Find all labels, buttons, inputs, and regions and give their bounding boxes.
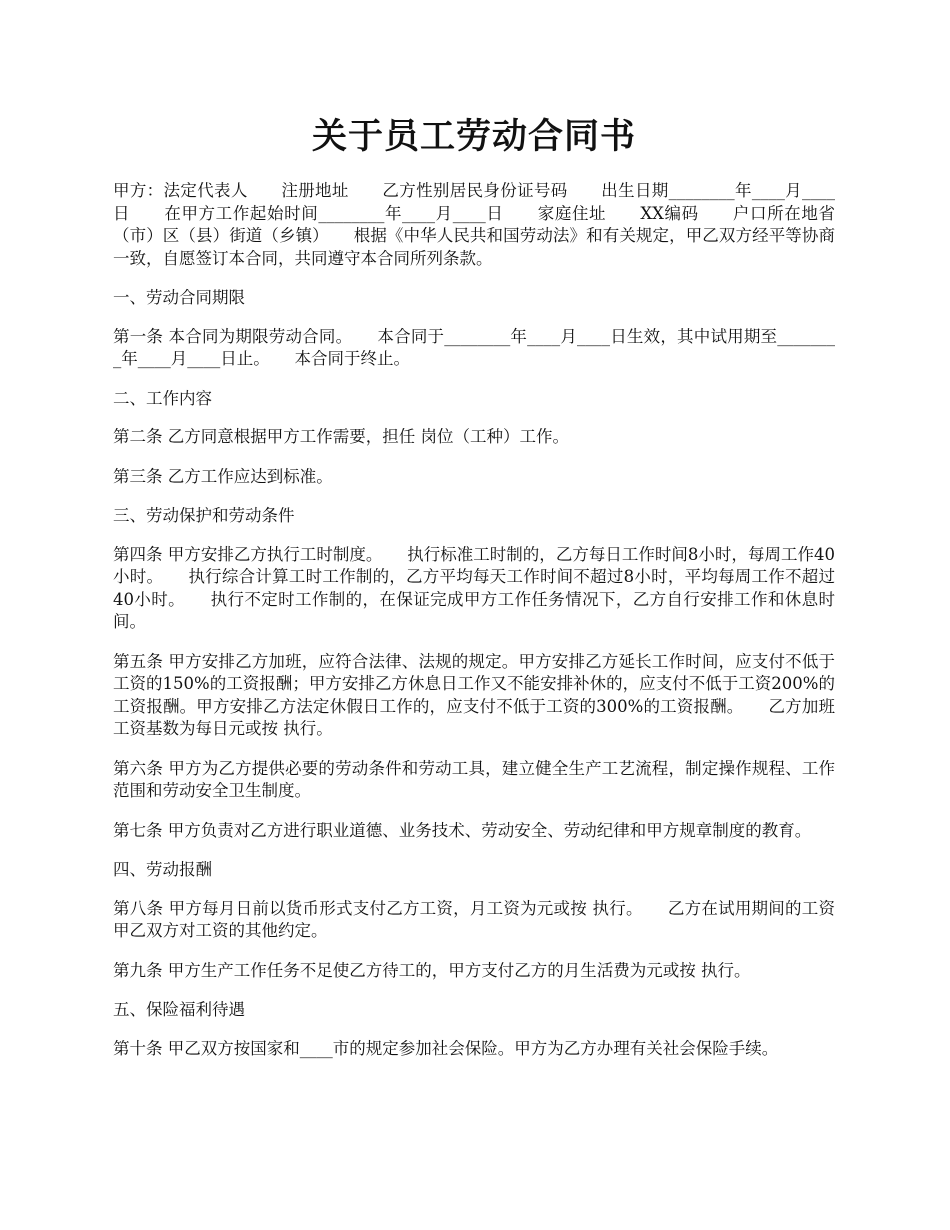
section-heading-work-content: 二、工作内容 [113, 388, 212, 408]
article-3: 第三条 乙方工作应达到标准。 [113, 466, 333, 486]
article-6: 第六条 甲方为乙方提供必要的劳动条件和劳动工具，建立健全生产工艺流程，制定操作规程、工作范围和劳动安全卫生制度。 [113, 758, 835, 800]
article-4: 第四条 甲方安排乙方执行工时制度。 执行标准工时制的，乙方每日工作时间8小时，每周工作40小时。 执行综合计算工时工作制的，乙方平均每天工作时间不超过8小时，平均每周工作不超过40小时。 执行不定时工作制的，在保证完成甲方工作任务情况下，乙方自行安排工作和休息时间。 [113, 544, 835, 631]
section-heading-term: 一、劳动合同期限 [113, 288, 245, 307]
article-8: 第八条 甲方每月日前以货币形式支付乙方工资，月工资为元或按 执行。 乙方在试用期间的工资 甲乙双方对工资的其他约定。 [113, 898, 868, 940]
article-7: 第七条 甲方负责对乙方进行职业道德、业务技术、劳动安全、劳动纪律和甲方规章制度的教育。 [113, 820, 812, 840]
article-2: 第二条 乙方同意根据甲方工作需要，担任 岗位（工种）工作。 [113, 427, 569, 446]
article-5: 第五条 甲方安排乙方加班，应符合法律、法规的规定。甲方安排乙方延长工作时间，应支付不低于工资的150%的工资报酬；甲方安排乙方休息日工作又不能安排补休的，应支付不低于工资200%的工资报酬。甲方安排乙方法定休假日工作的，应支付不低于工资的300%的工资报酬。 乙方加班工资基数为每日元或按 执行。 [113, 651, 835, 738]
section-heading-remuneration: 四、劳动报酬 [113, 860, 212, 879]
document-body [113, 180, 868, 1077]
section-heading-insurance-welfare: 五、保险福利待遇 [113, 1000, 245, 1019]
article-10: 第十条 甲乙双方按国家和____市的规定参加社会保险。甲方为乙方办理有关社会保险手续。 [113, 1038, 779, 1058]
section-heading-labor-protection: 三、劳动保护和劳动条件 [113, 506, 295, 525]
document-title: 关于员工劳动合同书 [311, 116, 636, 157]
article-9: 第九条 甲方生产工作任务不足使乙方待工的，甲方支付乙方的月生活费为元或按 执行。 [113, 960, 751, 980]
article-1: 第一条 本合同为期限劳动合同。 本合同于________年____月____日生效，其中试用期至________年____月____日止。 本合同于终止。 [113, 326, 835, 368]
preamble-paragraph: 甲方：法定代表人 注册地址 乙方性别居民身份证号码 出生日期________年____月____日 在甲方工作起始时间________年____月____日 家庭住址 XX编码 户口所在地省（市）区（县）街道（乡镇） 根据《中华人民共和国劳动法》和有关规定，甲乙双方经平等协商一致，自愿签订本合同，共同遵守本合同所列条款。 [113, 181, 835, 268]
